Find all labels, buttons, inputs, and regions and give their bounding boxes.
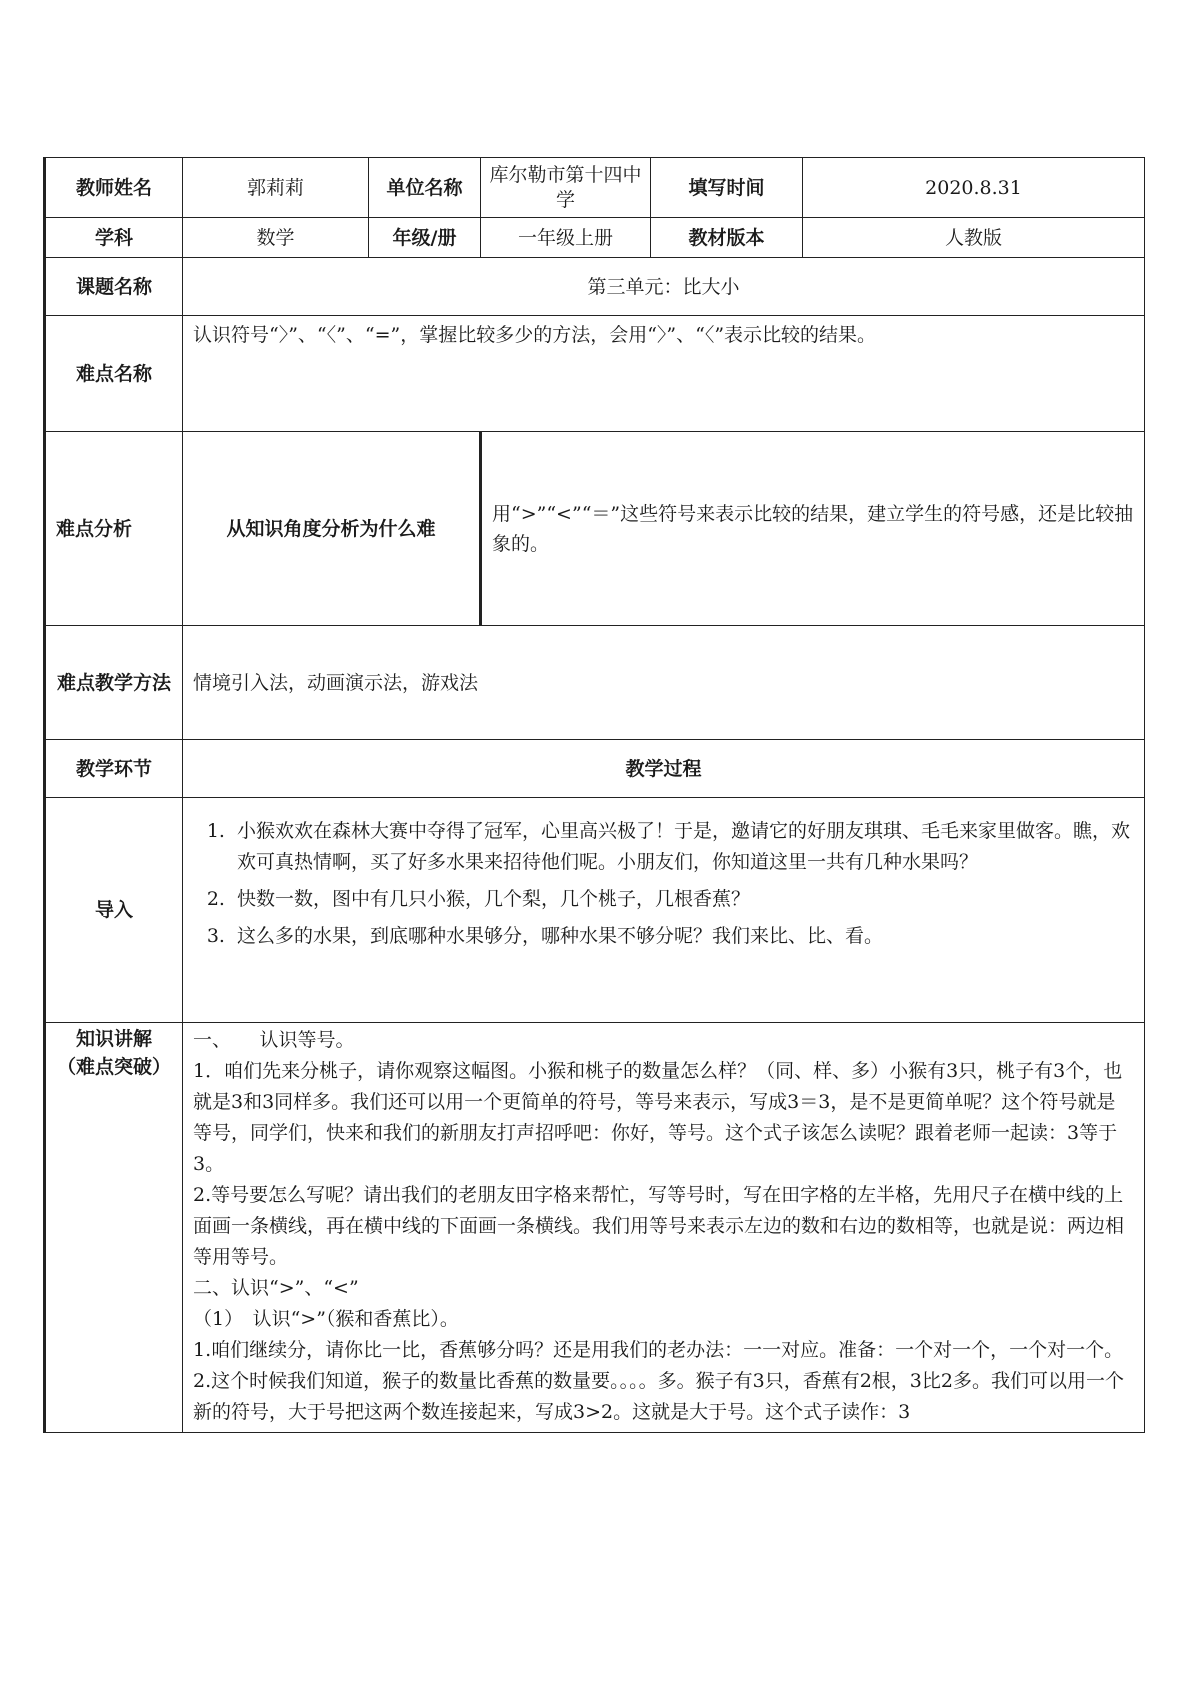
analysis-value: 用“>”“<”“＝”这些符号来表示比较的结果，建立学生的符号感，还是比较抽象的。	[481, 432, 1145, 626]
teacher-label: 教师姓名	[45, 158, 183, 218]
method-row	[45, 626, 1145, 740]
process-header-row	[45, 740, 1145, 798]
analysis-row	[45, 432, 1145, 626]
intro-label: 导入	[45, 798, 183, 1023]
unit-label: 单位名称	[369, 158, 481, 218]
knowledge-paragraph: 2.这个时候我们知道，猴子的数量比香蕉的数量要。。。。多。猴子有3只，香蕉有2根，3比2多。我们可以用一个新的符号，大于号把这两个数连接起来，写成3>2。这就是大于号。这个式子读作：3	[193, 1370, 1124, 1423]
topic-label: 课题名称	[45, 258, 183, 316]
knowledge-label-line2: （难点突破）	[56, 1056, 171, 1078]
header-row-1	[45, 158, 1145, 218]
stage-label: 教学环节	[45, 740, 183, 798]
knowledge-paragraph: 1．咱们先来分桃子，请你观察这幅图。小猴和桃子的数量怎么样？（同、样、多）小猴有3只，桃子有3个，也就是3和3同样多。我们还可以用一个更简单的符号，等号来表示，写成3＝3，是不是更简单呢？这个符号就是等号，同学们，快来和我们的新朋友打声招呼吧：你好，等号。这个式子该怎么读呢？跟着老师一起读：3等于3。	[193, 1060, 1123, 1175]
knowledge-paragraph: 2.等号要怎么写呢？请出我们的老朋友田字格来帮忙，写等号时，写在田字格的左半格，先用尺子在横中线的上面画一条横线，再在横中线的下面画一条横线。我们用等号来表示左边的数和右边的数相等，也就是说：两边相等用等号。	[193, 1184, 1125, 1268]
analysis-sub-label: 从知识角度分析为什么难	[183, 432, 481, 626]
subject-label: 学科	[45, 218, 183, 258]
lesson-plan-table	[43, 157, 1145, 1433]
topic-row	[45, 258, 1145, 316]
intro-step: 3. 这么多的水果，到底哪种水果够分，哪种水果不够分呢？我们来比、比、看。	[231, 921, 1130, 952]
knowledge-paragraph: 二、认识“>”、“<”	[193, 1277, 359, 1299]
edition-value: 人教版	[803, 218, 1145, 258]
intro-row	[45, 798, 1145, 1023]
knowledge-content	[183, 1023, 1145, 1433]
edition-label: 教材版本	[651, 218, 803, 258]
subject-value: 数学	[183, 218, 369, 258]
knowledge-paragraph: 1.咱们继续分，请你比一比，香蕉够分吗？还是用我们的老办法：一一对应。准备：一个对一个，一个对一个。	[193, 1339, 1124, 1361]
date-value: 2020.8.31	[803, 158, 1145, 218]
intro-step-list	[193, 816, 1130, 952]
topic-value: 第三单元：比大小	[183, 258, 1145, 316]
knowledge-paragraph: 一、 认识等号。	[193, 1029, 355, 1051]
header-row-2	[45, 218, 1145, 258]
process-label: 教学过程	[183, 740, 1145, 798]
unit-value: 库尔勒市第十四中学	[481, 158, 651, 218]
intro-content	[183, 798, 1145, 1023]
difficulty-value: 认识符号“〉”、“〈”、“=”，掌握比较多少的方法，会用“〉”、“〈”表示比较的结果。	[183, 316, 1145, 432]
teacher-value: 郭莉莉	[183, 158, 369, 218]
knowledge-row	[45, 1023, 1145, 1433]
intro-step: 2. 快数一数，图中有几只小猴，几个梨，几个桃子，几根香蕉？	[231, 884, 1130, 915]
difficulty-row	[45, 316, 1145, 432]
method-value: 情境引入法，动画演示法，游戏法	[183, 626, 1145, 740]
knowledge-label-line1: 知识讲解	[75, 1028, 152, 1050]
grade-value: 一年级上册	[481, 218, 651, 258]
method-label: 难点教学方法	[45, 626, 183, 740]
knowledge-label	[45, 1023, 183, 1433]
knowledge-paragraph: （1） 认识“>”（猴和香蕉比）。	[193, 1308, 459, 1330]
grade-label: 年级/册	[369, 218, 481, 258]
analysis-label: 难点分析	[45, 432, 183, 626]
difficulty-label: 难点名称	[45, 316, 183, 432]
date-label: 填写时间	[651, 158, 803, 218]
intro-step: 1. 小猴欢欢在森林大赛中夺得了冠军，心里高兴极了！于是，邀请它的好朋友琪琪、毛毛来家里做客。瞧，欢欢可真热情啊，买了好多水果来招待他们呢。小朋友们，你知道这里一共有几种水果吗？	[231, 816, 1130, 878]
